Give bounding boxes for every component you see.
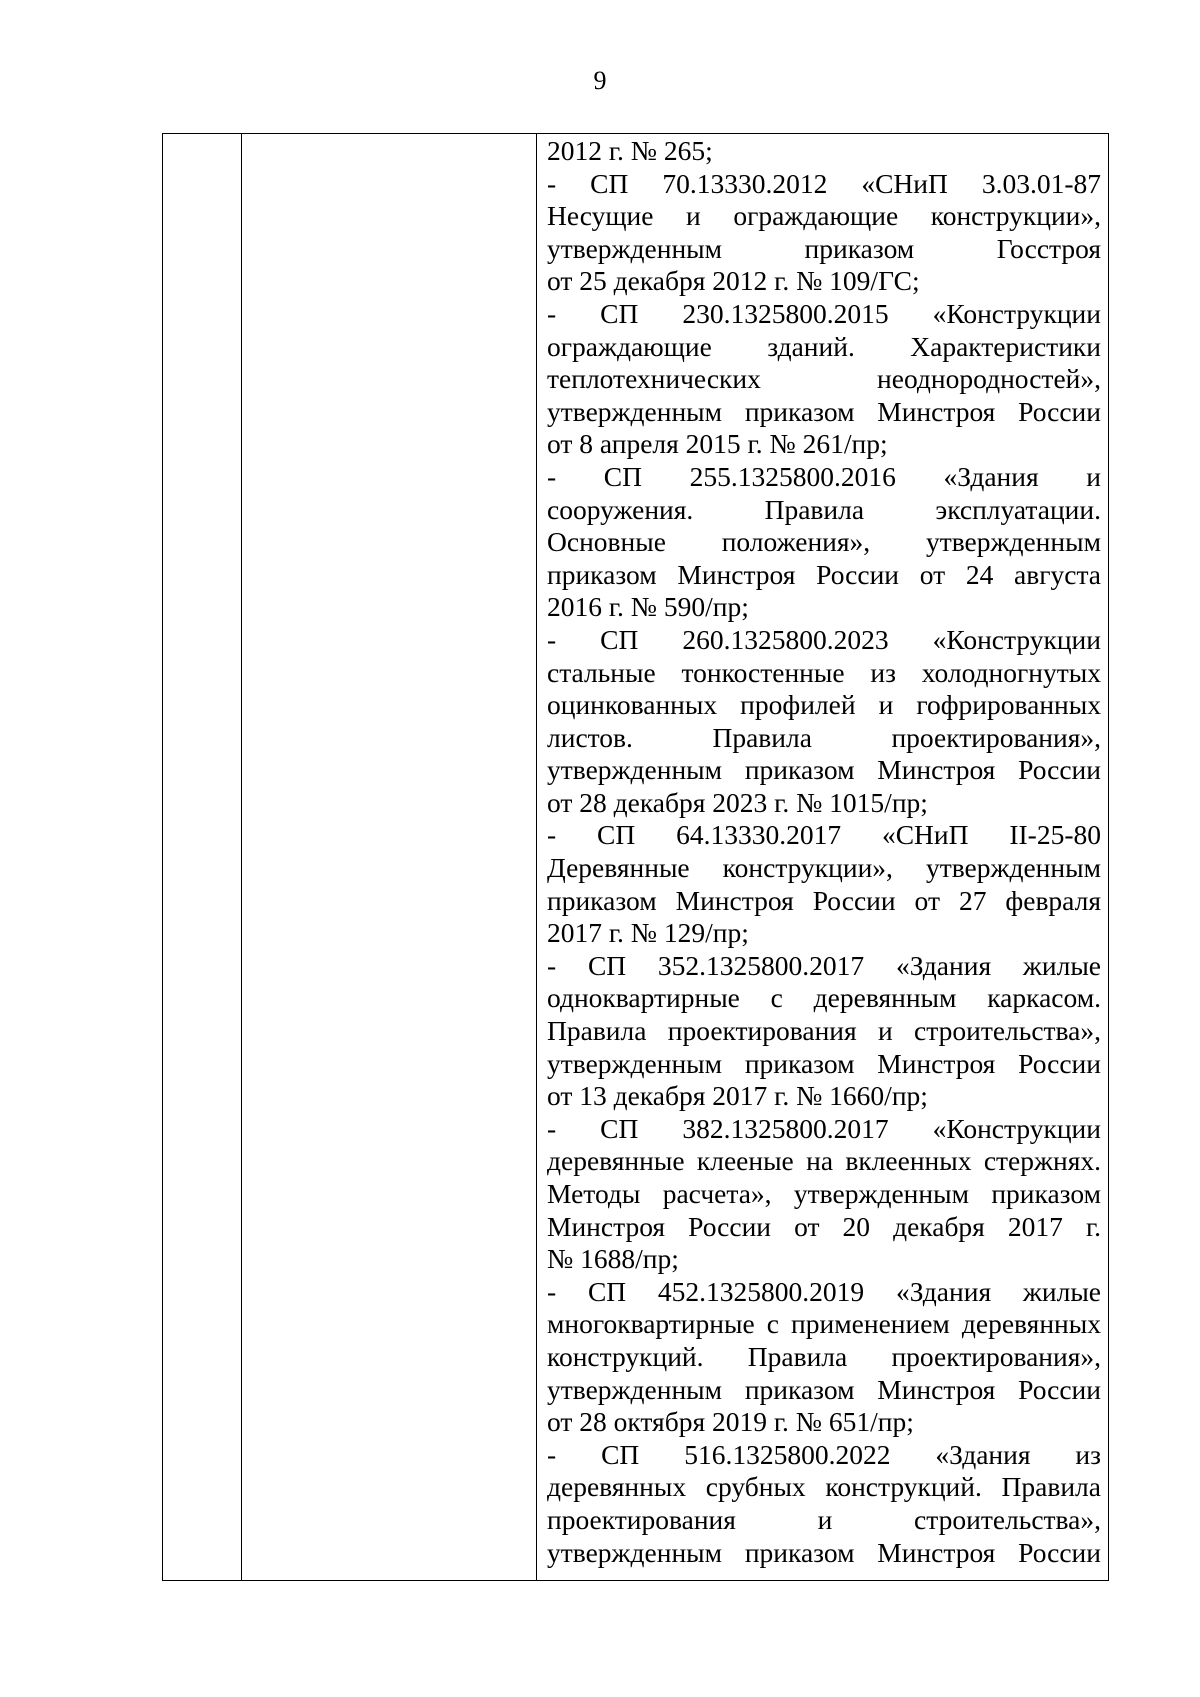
text-line: от 13 декабря 2017 г. № 1660/пр; xyxy=(547,1080,928,1112)
text-line: многоквартирные с применением деревянных xyxy=(547,1308,1101,1340)
text-line: одноквартирные с деревянным каркасом. xyxy=(547,982,1101,1014)
text-line: № 1688/пр; xyxy=(547,1243,679,1275)
text-line: утвержденным приказом Минстроя России xyxy=(547,395,1101,427)
text-line: 2017 г. № 129/пр; xyxy=(547,917,749,949)
text-line: Методы расчета», утвержденным приказом xyxy=(547,1178,1101,1209)
text-line: утвержденным приказом Минстроя России xyxy=(547,1373,1101,1405)
text-line: - СП 64.13330.2017 «СНиП II-25-80 xyxy=(547,819,1101,851)
text-line: теплотехнических неоднородностей», xyxy=(547,363,1101,395)
text-line: - СП 255.1325800.2016 «Здания и xyxy=(547,460,1101,492)
text-line: деревянные клееные на вклеенных стержнях. xyxy=(547,1145,1101,1177)
text-line: - СП 230.1325800.2015 «Конструкции xyxy=(547,297,1101,329)
text-line: утвержденным приказом Минстроя России xyxy=(547,754,1101,786)
text-line: сооружения. Правила эксплуатации. xyxy=(547,493,1101,525)
text-line: - СП 70.13330.2012 «СНиП 3.03.01-87 xyxy=(547,167,1101,199)
table-cell-requirement xyxy=(242,134,536,1580)
text-line: стальные тонкостенные из холодногнутых xyxy=(547,656,1101,688)
text-line: листов. Правила проектирования», xyxy=(547,721,1101,753)
text-line: - СП 382.1325800.2017 «Конструкции xyxy=(547,1112,1101,1144)
table-cell-number xyxy=(163,134,241,1580)
text-line: оцинкованных профилей и гофрированных xyxy=(547,689,1101,721)
text-line: - СП 260.1325800.2023 «Конструкции xyxy=(547,623,1101,655)
text-line: приказом Минстроя России от 27 февраля xyxy=(547,884,1101,916)
text-line: проектирования и строительства», xyxy=(547,1503,1101,1535)
text-line: утвержденным приказом Минстроя России xyxy=(547,1536,1101,1568)
text-line: Деревянные конструкции», утвержденным xyxy=(547,852,1101,884)
text-line: от 25 декабря 2012 г. № 109/ГС; xyxy=(547,265,920,297)
text-line: 2012 г. № 265; xyxy=(547,135,713,166)
text-line: Несущие и ограждающие конструкции», xyxy=(547,200,1101,232)
text-line: приказом Минстроя России от 24 августа xyxy=(547,558,1101,590)
text-line: утвержденным приказом Госстроя xyxy=(547,232,1101,264)
column-divider xyxy=(536,134,537,1580)
text-line: - СП 352.1325800.2017 «Здания жилые xyxy=(547,949,1101,981)
text-line: от 28 декабря 2023 г. № 1015/пр; xyxy=(547,786,928,818)
table-cell-regulations xyxy=(547,135,1101,1580)
text-line: от 8 апреля 2015 г. № 261/пр; xyxy=(547,428,888,460)
text-line: Минстроя России от 20 декабря 2017 г. xyxy=(547,1210,1101,1242)
text-line: Правила проектирования и строительства», xyxy=(547,1015,1101,1047)
text-line: ограждающие зданий. Характеристики xyxy=(547,330,1101,362)
text-line: конструкций. Правила проектирования», xyxy=(547,1340,1101,1372)
text-line: - СП 452.1325800.2019 «Здания жилые xyxy=(547,1275,1101,1307)
text-line: деревянных срубных конструкций. Правила xyxy=(547,1471,1101,1503)
page-number: 9 xyxy=(593,66,607,95)
text-line: - СП 516.1325800.2022 «Здания из xyxy=(547,1438,1101,1470)
text-line: 2016 г. № 590/пр; xyxy=(547,591,749,623)
text-line: от 28 октября 2019 г. № 651/пр; xyxy=(547,1406,914,1438)
text-line: Основные положения», утвержденным xyxy=(547,526,1101,558)
text-line: утвержденным приказом Минстроя России xyxy=(547,1047,1101,1079)
regulations-table xyxy=(162,133,1109,1581)
